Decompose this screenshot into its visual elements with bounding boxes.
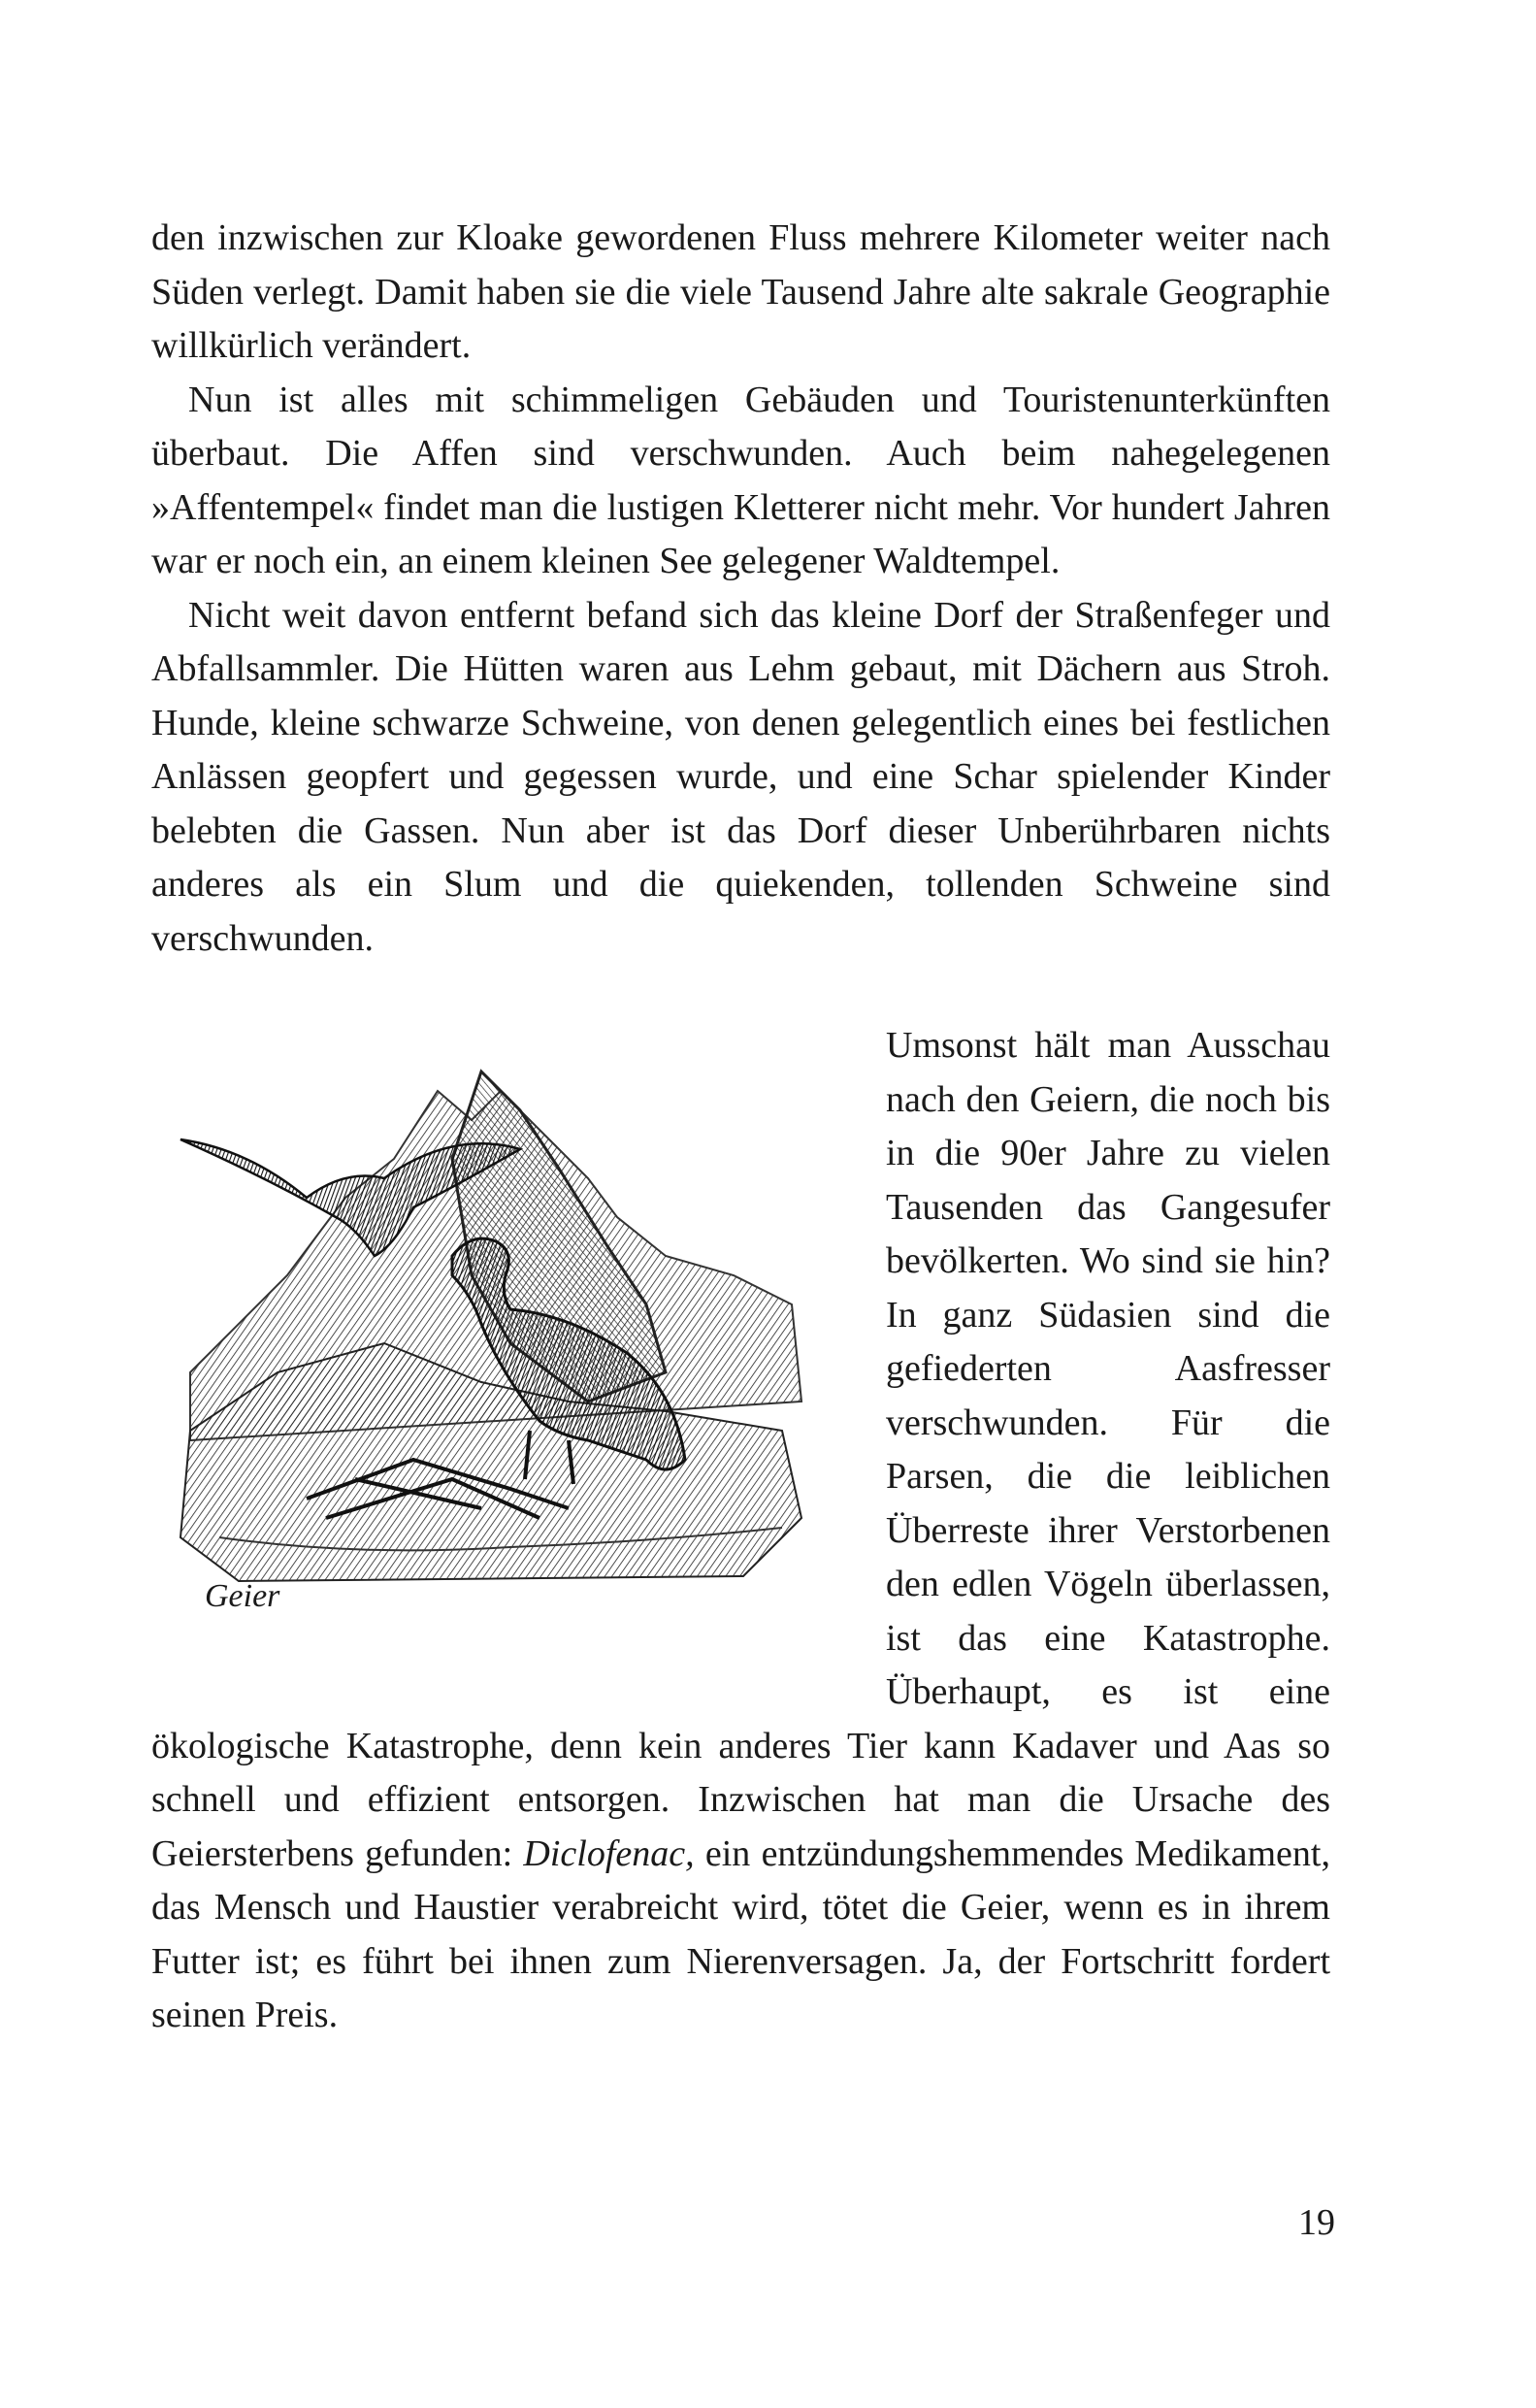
figure-caption: Geier — [205, 1578, 280, 1614]
paragraph-3: Nicht weit davon entfernt befand sich das kleine Dorf der Straßenfeger und Abfallsammler. Die Hütten waren aus Lehm gebaut, mit Dächern aus Stroh. Hunde, kleine schwarze Schweine, von denen gelegentlich eines bei festlichen Anlässen geopfert und gegessen wurde, und eine Schar spielender Kinder belebten die Gassen. Nun aber ist das Dorf dieser Unberührbaren nichts anderes als ein Slum und die quiekenden, tollenden Schweine sind verschwunden. — [151, 594, 1330, 959]
paragraph-4-text-a: Umsonst hält man Ausschau nach den Geiern, die noch bis in die 90er Jahre zu vielen Tausenden das Gangesufer bevölkerten. Wo sind sie hin? In ganz Südasien sind die gefiederten Aasfresser verschwunden. Für die Parsen, die die leiblichen Überreste ihrer Verstorbenen den edlen Vögeln überlassen, ist das eine Katastrophe. Überhaupt, es ist eine ökologische Katastrophe, denn kein anderes Tier kann Kadaver und Aas so schnell und effizient entsorgen. Inzwischen hat man die Ursache des Geiersterbens gefunden: — [151, 1025, 1330, 1874]
vulture-figure — [151, 1027, 886, 1692]
body-text — [151, 212, 1330, 2043]
paragraph-4-italic: Diclofenac, — [523, 1832, 695, 1874]
vulture-illustration — [161, 1052, 821, 1596]
paragraph-1: den inzwischen zur Kloake gewordenen Fluss mehrere Kilometer weiter nach Süden verlegt. Damit haben sie die viele Tausend Jahre alte sakrale Geographie willkürlich verändert. — [151, 217, 1330, 366]
paragraph-2: Nun ist alles mit schimmeligen Gebäuden und Touristenunterkünften überbaut. Die Affen sind verschwunden. Auch beim nahegelegenen »Affentempel« findet man die lustigen Kletterer nicht mehr. Vor hundert Jahren war er noch ein, an einem kleinen See gelegener Waldtempel. — [151, 379, 1330, 581]
paragraph-4-text-b: ein entzündungshemmendes Medikament, das Mensch und Haustier verabreicht wird, tötet die Geier, wenn es in ihrem Futter ist; es führt bei ihnen zum Nierenversagen. Ja, der Fortschritt fordert seinen Preis. — [151, 1832, 1330, 2035]
page-number: 19 — [1298, 2202, 1335, 2243]
